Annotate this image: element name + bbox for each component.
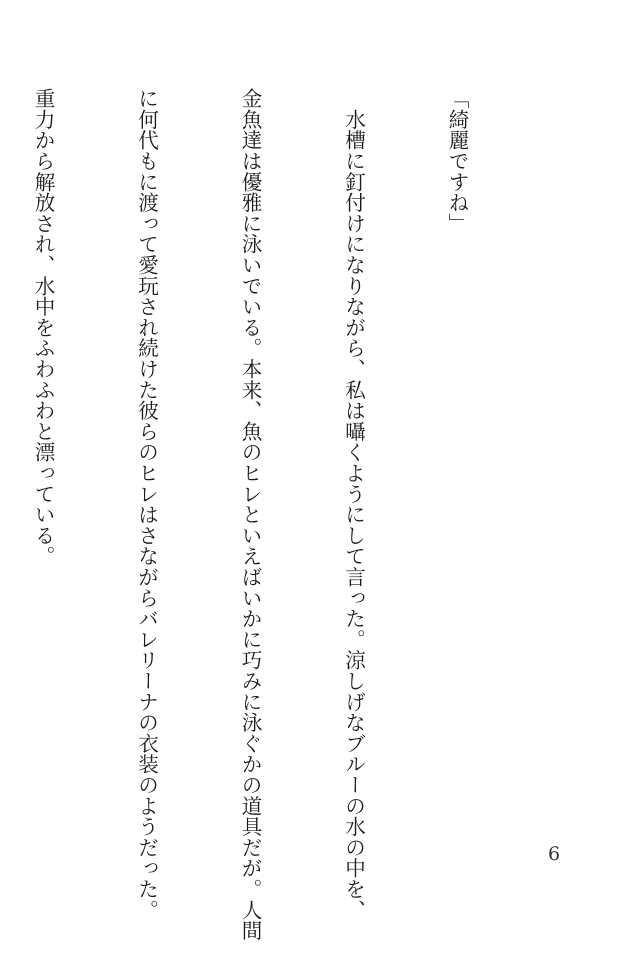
text-line: に何代もに渡って愛玩され続けた彼らのヒレはさながらバレリーナの衣装のようだった。 [134, 88, 159, 920]
text-line: 「綺麗ですね」 [445, 88, 469, 234]
text-line: 水槽に釘付けになりながら、私は囁くようにして言った。涼しげなブルーの水の中を、 [341, 88, 366, 920]
page-number: 6 [548, 843, 561, 865]
text-line: 金魚達は優雅に泳いでいる。本来、魚のヒレといえばいかに巧みに泳ぐかの道具だが。人間 [238, 88, 262, 941]
text-line: 重力から解放され、水中をふわふわと漂っている。 [31, 88, 55, 567]
body-text [0, 88, 543, 941]
